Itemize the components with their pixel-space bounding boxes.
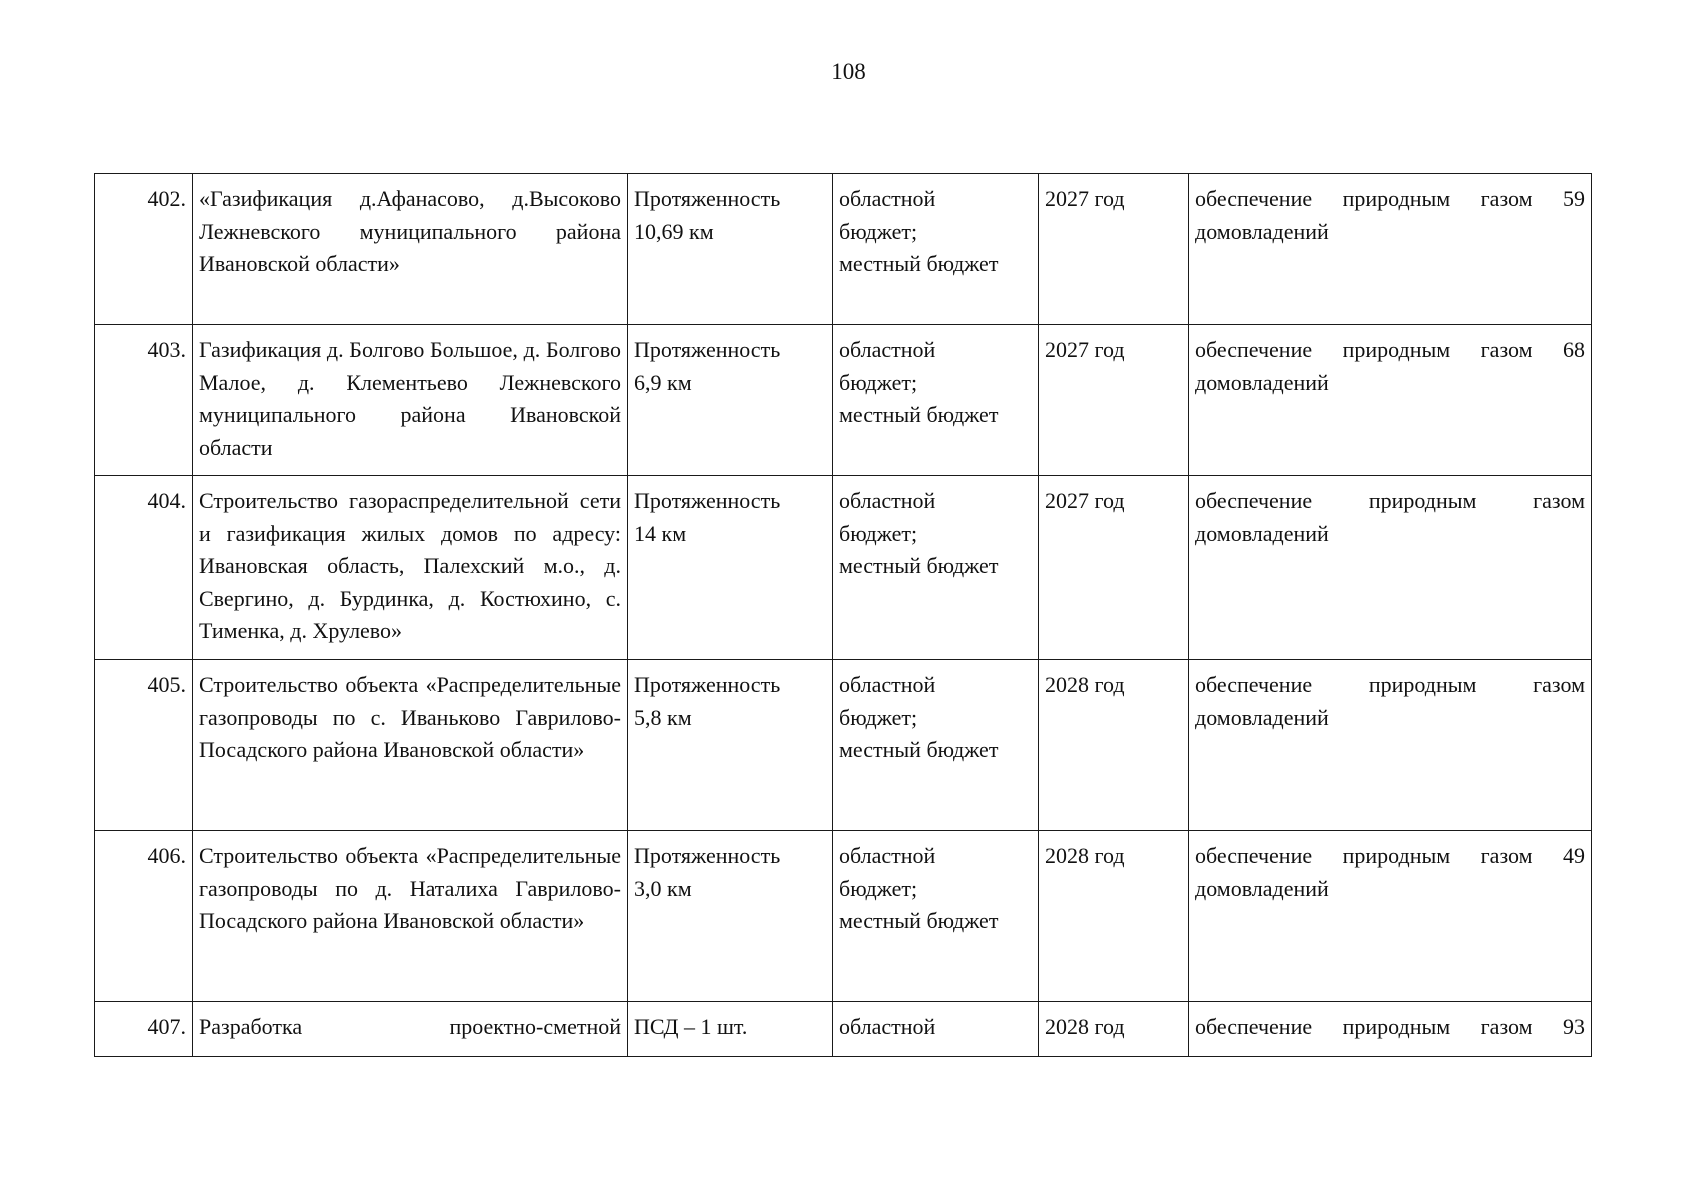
result-cell: обеспечение природным газом 93: [1189, 1002, 1592, 1057]
project-name: Разработка проектно-сметной: [193, 1002, 628, 1057]
year-cell: 2027 год: [1039, 325, 1189, 476]
indicator-cell: [628, 1002, 833, 1057]
table-row: [95, 325, 1592, 476]
page-number: 108: [831, 59, 866, 84]
indicator-line: 6,9 км: [634, 369, 692, 395]
row-number: 403.: [95, 325, 193, 476]
row-number: 406.: [95, 831, 193, 1002]
result-cell: обеспечение природным газом 59 домовладений: [1189, 174, 1592, 325]
projects-table: [94, 173, 1592, 1057]
funding-cell: [833, 325, 1039, 476]
table-row: [95, 1002, 1592, 1057]
indicator-line: Протяженность: [634, 843, 781, 868]
funding-line: областной: [839, 672, 936, 697]
indicator-cell: [628, 476, 833, 660]
project-name: Строительство газораспределительной сети и газификация жилых домов по адресу: Ивановская область, Палехский м.о., д. Свергино, д. Бурдинка, д. Костюхино, с. Тименка, д. Хрулево»: [193, 476, 628, 660]
funding-line: местный бюджет: [839, 553, 999, 578]
funding-line: областной: [839, 488, 936, 513]
indicator-line: 14 км: [634, 520, 687, 546]
funding-line: бюджет;: [839, 875, 918, 901]
indicator-cell: [628, 325, 833, 476]
year-cell: 2027 год: [1039, 174, 1189, 325]
indicator-line: 3,0 км: [634, 875, 692, 901]
funding-line: областной: [839, 1014, 936, 1039]
funding-cell: [833, 831, 1039, 1002]
indicator-line: Протяженность: [634, 488, 781, 513]
funding-line: местный бюджет: [839, 402, 999, 427]
indicator-line: Протяженность: [634, 186, 781, 211]
funding-line: местный бюджет: [839, 737, 999, 762]
funding-line: местный бюджет: [839, 908, 999, 933]
indicator-line: Протяженность: [634, 337, 781, 362]
funding-line: местный бюджет: [839, 251, 999, 276]
table-row: [95, 831, 1592, 1002]
project-name: Строительство объекта «Распределительные газопроводы по д. Наталиха Гаврилово-Посадского района Ивановской области»: [193, 831, 628, 1002]
result-cell: обеспечение природным газом 49 домовладений: [1189, 831, 1592, 1002]
project-name: «Газификация д.Афанасово, д.Высоково Лежневского муниципального района Ивановской области»: [193, 174, 628, 325]
row-number: 405.: [95, 660, 193, 831]
funding-line: бюджет;: [839, 369, 918, 395]
table-row: [95, 476, 1592, 660]
funding-line: областной: [839, 843, 936, 868]
funding-line: бюджет;: [839, 520, 918, 546]
funding-line: бюджет;: [839, 218, 918, 244]
indicator-line: ПСД – 1 шт.: [634, 1014, 748, 1039]
indicator-line: Протяженность: [634, 672, 781, 697]
funding-line: бюджет;: [839, 704, 918, 730]
indicator-line: 5,8 км: [634, 704, 692, 730]
result-cell: обеспечение природным газом домовладений: [1189, 476, 1592, 660]
year-cell: 2028 год: [1039, 831, 1189, 1002]
year-cell: 2027 год: [1039, 476, 1189, 660]
funding-cell: [833, 174, 1039, 325]
table-row: [95, 660, 1592, 831]
row-number: 407.: [95, 1002, 193, 1057]
funding-cell: [833, 660, 1039, 831]
year-cell: 2028 год: [1039, 660, 1189, 831]
result-cell: обеспечение природным газом домовладений: [1189, 660, 1592, 831]
project-name: Газификация д. Болгово Большое, д. Болгово Малое, д. Клементьево Лежневского муниципального района Ивановской области: [193, 325, 628, 476]
table-row: [95, 174, 1592, 325]
funding-cell: [833, 1002, 1039, 1057]
indicator-cell: [628, 660, 833, 831]
indicator-cell: [628, 174, 833, 325]
result-cell: обеспечение природным газом 68 домовладений: [1189, 325, 1592, 476]
year-cell: 2028 год: [1039, 1002, 1189, 1057]
funding-line: областной: [839, 337, 936, 362]
funding-cell: [833, 476, 1039, 660]
indicator-cell: [628, 831, 833, 1002]
indicator-line: 10,69 км: [634, 218, 714, 244]
project-name: Строительство объекта «Распределительные газопроводы по с. Иваньково Гаврилово-Посадского района Ивановской области»: [193, 660, 628, 831]
row-number: 404.: [95, 476, 193, 660]
funding-line: областной: [839, 186, 936, 211]
row-number: 402.: [95, 174, 193, 325]
